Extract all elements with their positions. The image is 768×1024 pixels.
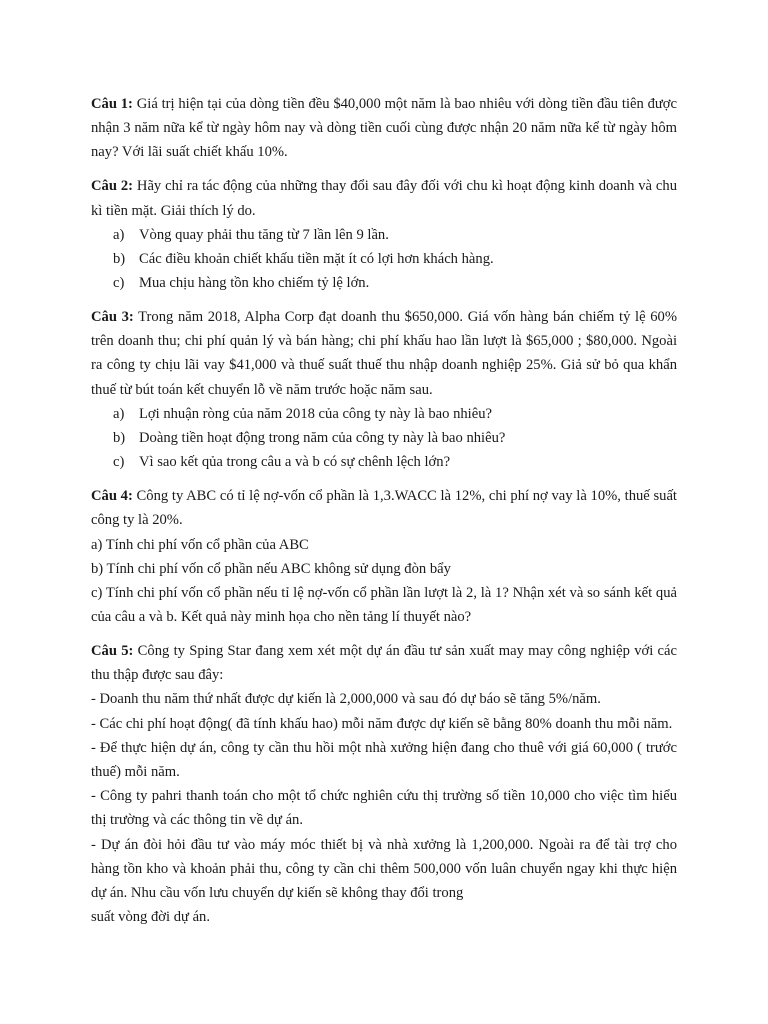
question-2-body [91,174,677,222]
list-marker: c) [113,454,125,471]
question-4-part-b: b) Tính chi phí vốn cổ phần nếu ABC không sử dụng đòn bẩy [91,560,451,577]
document-page [91,92,677,939]
list-item-text: Các điều khoản chiết khấu tiền mặt ít có lợi hơn khách hàng. [139,250,494,267]
question-2 [91,174,677,295]
question-3-body [91,305,677,402]
question-5-operating-costs: - Các chi phí hoạt động( đã tính khấu hao) mỗi năm được dự kiến sẽ bằng 80% doanh thu mỗi năm. [91,715,673,732]
list-item [91,450,677,474]
question-3-text: Trong năm 2018, Alpha Corp đạt doanh thu $650,000. Giá vốn hàng bán chiếm tỷ lệ 60% trên doanh thu; chi phí quản lý và bán hàng; chi phí khấu hao lần lượt là $65,000 ; $80,000. Ngoài ra công ty chịu lãi vay $41,000 và thuế suất thuế thu nhập doanh nghiệp 25%. Giả sử bỏ qua khẩn thuế từ bút toán kết chuyển lỗ về năm trước hoặc năm sau. [91,309,677,398]
question-5-revenue: - Doanh thu năm thứ nhất được dự kiến là 2,000,000 và sau đó dự báo sẽ tăng 5%/năm. [91,691,601,708]
question-2-list [91,223,677,296]
list-marker: c) [113,275,125,292]
question-5-label: Câu 5: [91,643,134,660]
list-item [91,247,677,271]
question-5 [91,639,677,929]
question-4 [91,484,677,629]
question-2-text: Hãy chỉ ra tác động của những thay đổi sau đây đối với chu kì hoạt động kinh doanh và chu kì tiền mặt. Giải thích lý do. [91,178,677,219]
question-4-text: Công ty ABC có tỉ lệ nợ-vốn cổ phần là 1,3.WACC là 12%, chi phí nợ vay là 10%, thuế suất công ty là 20%. [91,488,677,529]
list-item-text: Doàng tiền hoạt động trong năm của công ty này là bao nhiêu? [139,430,506,447]
question-2-label: Câu 2: [91,178,134,195]
question-5-market-research: - Công ty pahri thanh toán cho một tổ chức nghiên cứu thị trường số tiền 10,000 cho việc tìm hiểu thị trường và các thông tin về dự án. [91,788,677,829]
question-5-investment: - Dự án đòi hỏi đầu tư vào máy móc thiết bị và nhà xưởng là 1,200,000. Ngoài ra để tài trợ cho hàng tồn kho và khoản phải thu, công ty cần chi thêm 500,000 vốn luân chuyển ngay khi thực hiện dự án. Nhu cầu vốn lưu chuyển dự kiến sẽ không thay đổi trong [91,836,677,902]
list-item [91,402,677,426]
question-3-list [91,402,677,475]
question-1 [91,92,677,165]
question-4-body [91,484,677,532]
list-item-text: Vì sao kết qủa trong câu a và b có sự chênh lệch lớn? [139,454,451,471]
question-4-part-c: c) Tính chi phí vốn cổ phần nếu tỉ lệ nợ-vốn cổ phần lần lượt là 2, là 1? Nhận xét và so sánh kết quả của câu a và b. Kết quả này minh họa cho nền tảng lí thuyết nào? [91,584,677,626]
list-item-text: Lợi nhuận ròng của năm 2018 của công ty này là bao nhiêu? [139,405,492,422]
list-marker: a) [113,226,125,243]
question-4-label: Câu 4: [91,488,133,505]
list-item-text: Mua chịu hàng tồn kho chiếm tỷ lệ lớn. [139,275,370,292]
list-item [91,223,677,247]
question-5-last-line: suất vòng đời dự án. [91,909,210,926]
list-item [91,271,677,295]
list-marker: a) [113,405,125,422]
list-item [91,426,677,450]
question-5-factory-rent: - Để thực hiện dự án, công ty cần thu hồi một nhà xưởng hiện đang cho thuê với giá 60,000 ( trước thuế) mỗi năm. [91,739,677,781]
question-3 [91,305,677,474]
list-marker: b) [113,250,126,267]
list-item-text: Vòng quay phải thu tăng từ 7 lần lên 9 lần. [139,226,389,243]
question-4-part-a: a) Tính chi phí vốn cổ phần của ABC [91,536,309,553]
list-marker: b) [113,430,126,447]
question-5-text: Công ty Sping Star đang xem xét một dự án đầu tư sản xuất may may công nghiệp với các thu thập được sau đây: [91,643,677,684]
question-1-label: Câu 1: [91,96,133,112]
question-3-label: Câu 3: [91,309,134,325]
question-5-body [91,639,677,687]
question-1-body [91,92,677,165]
question-1-text: Giá trị hiện tại của dòng tiền đều $40,000 một năm là bao nhiêu với dòng tiền đầu tiên được nhận 3 năm nữa kể từ ngày hôm nay và dòng tiền cuối cùng được nhận 20 năm nữa kể từ ngày hôm nay? Với lãi suất chiết khấu 10%. [91,96,677,161]
